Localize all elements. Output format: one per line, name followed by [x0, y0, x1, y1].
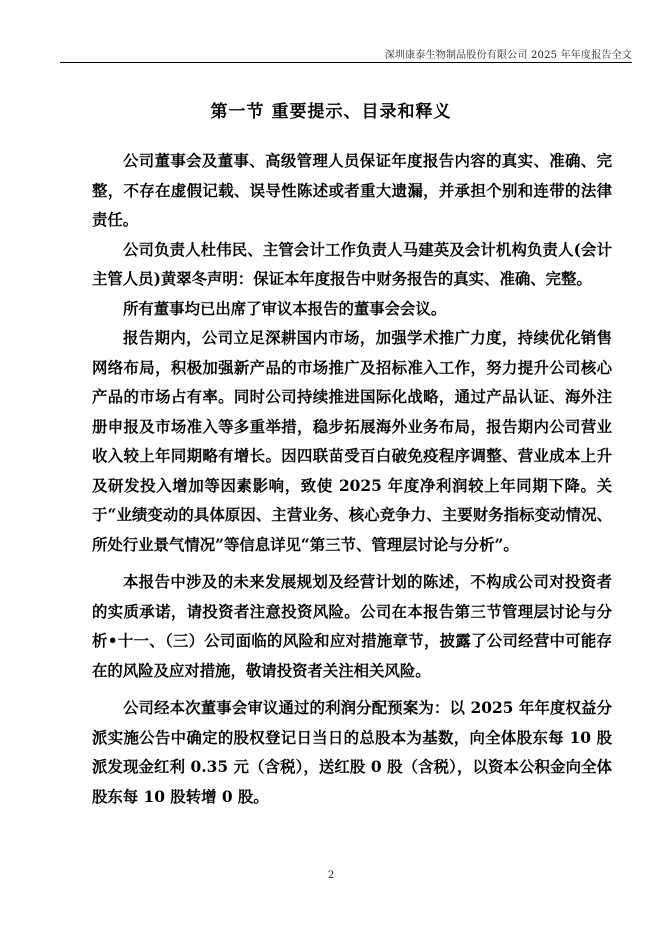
page-number: 2 [327, 870, 335, 881]
paragraph-gap [92, 686, 612, 694]
paragraph-board-attendance: 所有董事均已出席了审议本报告的董事会会议。 [123, 299, 447, 318]
paragraph-responsible-persons: 公司负责人杜伟民、主管会计工作负责人马建英及会计机构负责人(会计主管人员)黄翠冬声明：保证本年度报告中财务报告的真实、准确、完整。 [92, 240, 612, 288]
paragraph-performance-overview: 报告期内，公司立足深耕国内市场，加强学术推广力度，持续优化销售网络布局，积极加强新产品的市场推广及招标准入工作，努力提升公司核心产品的市场占有率。同时公司持续推进国际化战略，通过产品认证、海外注册申报及市场准入等多重举措，稳步拓展海外业务布局，报告期内公司营业收入较上年同期略有增长。因四联苗受百白破免疫程序调整、营业成本上升及研发投入增加等因素影响，致使 2025 年度净利润较上年同期下降。关于“业绩变动的具体原因、主营业务、核心竞争力、主要财务指标变动情况、所处行业景气情况”等信息详见“第三节、管理层讨论与分析”。 [92, 329, 612, 554]
paragraph-profit-distribution: 公司经本次董事会审议通过的利润分配预案为：以 2025 年年度权益分派实施公告中确定的股权登记日当日的总股本为基数，向全体股东每 10 股派发现金红利 0.35 元（含税），送红股 0 股（含税），以资本公积金向全体股东每 10 股转增 0 股。 [92, 699, 612, 806]
running-header: 深圳康泰生物制品股份有限公司 2025 年年度报告全文 [384, 50, 632, 61]
paragraph-gap [92, 560, 612, 568]
paragraph-risk-statement: 本报告中涉及的未来发展规划及经营计划的陈述，不构成公司对投资者的实质承诺，请投资者注意投资风险。公司在本报告第三节管理层讨论与分析•十一、（三）公司面临的风险和应对措施章节，披露了公司经营中可能存在的风险及应对措施，敬请投资者关注相关风险。 [92, 573, 612, 680]
header-rule [60, 62, 632, 63]
section-title: 第一节 重要提示、目录和释义 [210, 102, 452, 122]
paragraph-board-guarantee: 公司董事会及董事、高级管理人员保证年度报告内容的真实、准确、完整，不存在虚假记载、误导性陈述或者重大遗漏，并承担个别和连带的法律责任。 [92, 152, 612, 229]
report-body [92, 147, 612, 812]
